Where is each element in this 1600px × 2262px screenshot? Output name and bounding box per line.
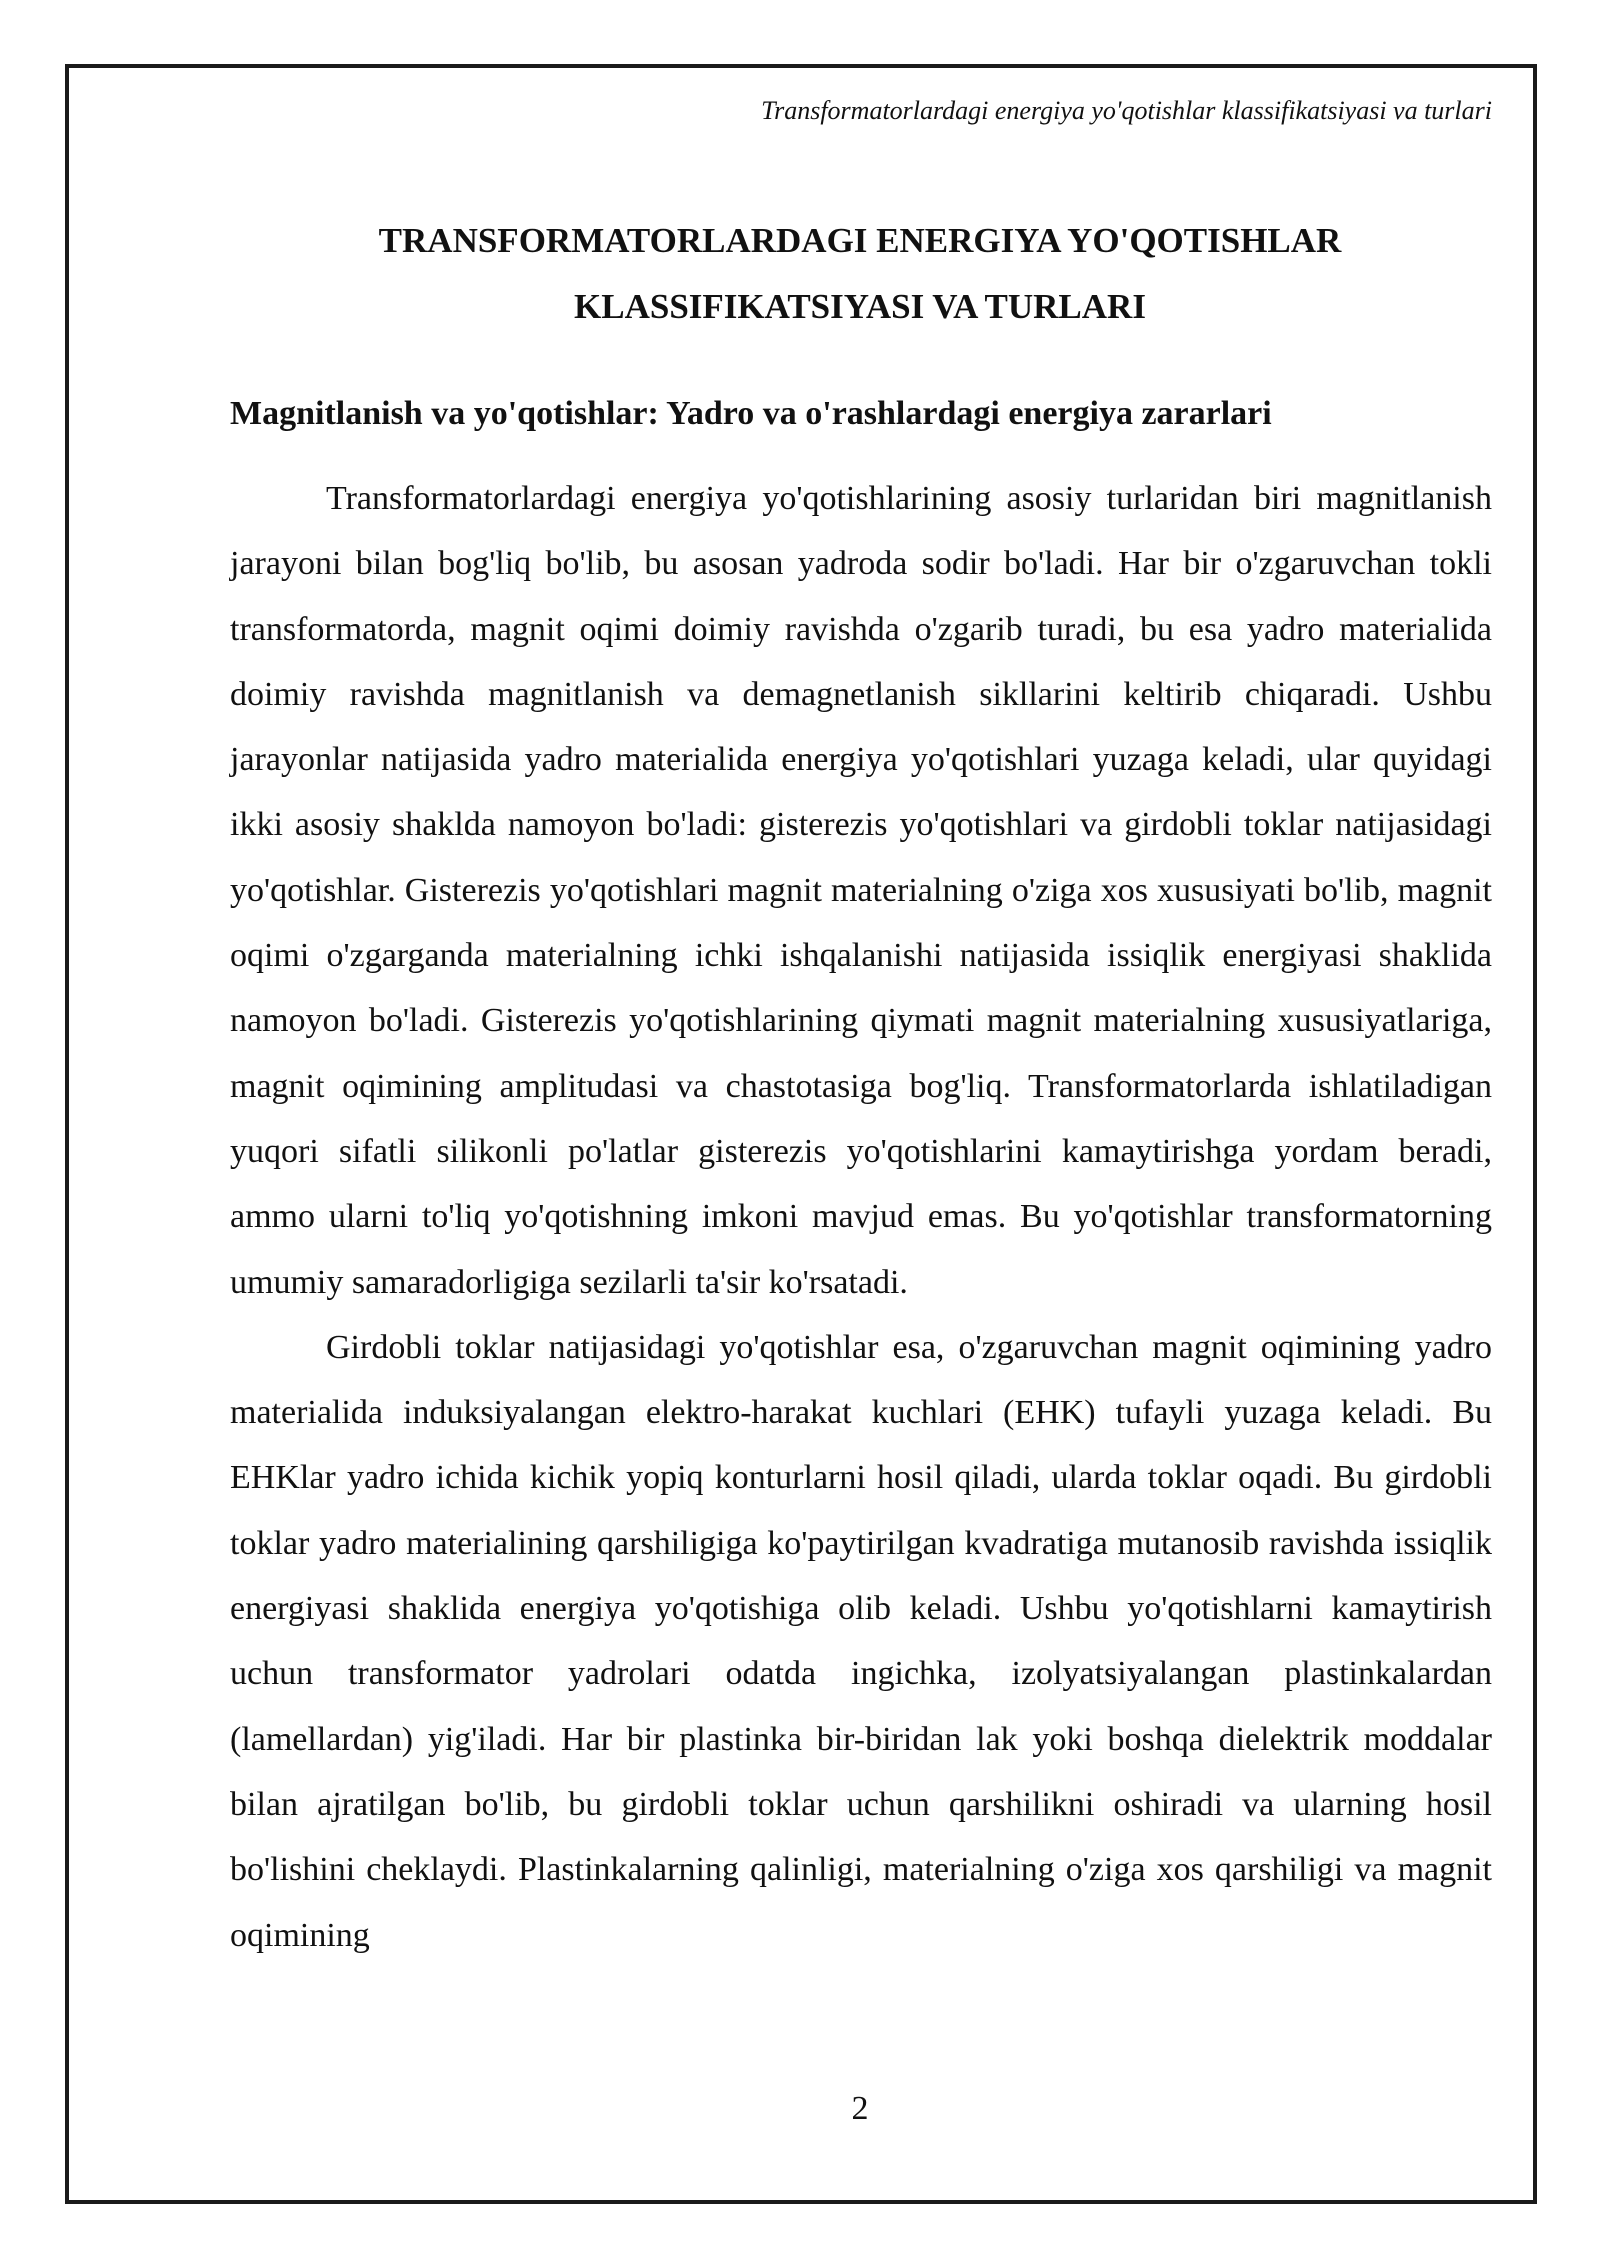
- document-body: [230, 466, 1492, 1968]
- section-heading: Magnitlanish va yo'qotishlar: Yadro va o'rashlardagi energiya zararlari: [230, 395, 1272, 432]
- running-header: Transformatorlardagi energiya yo'qotishlar klassifikatsiyasi va turlari: [761, 96, 1492, 125]
- paragraph-2: Girdobli toklar natijasidagi yo'qotishlar esa, o'zgaruvchan magnit oqimining yadro materialida induksiyalangan elektro-harakat kuchlari (EHK) tufayli yuzaga keladi. Bu EHKlar yadro ichida kichik yopiq konturlarni hosil qiladi, ularda toklar oqadi. Bu girdobli toklar yadro materialining qarshiligiga ko'paytirilgan kvadratiga mutanosib ravishda issiqlik energiyasi shaklida energiya yo'qotishiga olib keladi. Ushbu yo'qotishlarni kamaytirish uchun transformator yadrolari odatda ingichka, izolyatsiyalangan plastinkalardan (lamellardan) yig'iladi. Har bir plastinka bir-biridan lak yoki boshqa dielektrik moddalar bilan ajratilgan bo'lib, bu girdobli toklar uchun qarshilikni oshiradi va ularning hosil bo'lishini cheklaydi. Plastinkalarning qalinligi, materialning o'ziga xos qarshiligi va magnit oqimining: [230, 1328, 1492, 1954]
- paragraph-1: Transformatorlardagi energiya yo'qotishlarining asosiy turlaridan biri magnitlanish jarayoni bilan bog'liq bo'lib, bu asosan yadroda sodir bo'ladi. Har bir o'zgaruvchan tokli transformatorda, magnit oqimi doimiy ravishda o'zgarib turadi, bu esa yadro materialida doimiy ravishda magnitlanish va demagnetlanish sikllarini keltirib chiqaradi. Ushbu jarayonlar natijasida yadro materialida energiya yo'qotishlari yuzaga keladi, ular quyidagi ikki asosiy shaklda namoyon bo'ladi: gisterezis yo'qotishlari va girdobli toklar natijasidagi yo'qotishlar. Gisterezis yo'qotishlari magnit materialning o'ziga xos xususiyati bo'lib, magnit oqimi o'zgarganda materialning ichki ishqalanishi natijasida issiqlik energiyasi shaklida namoyon bo'ladi. Gisterezis yo'qotishlarining qiymati magnit materialning xususiyatlariga, magnit oqimining amplitudasi va chastotasiga bog'liq. Transformatorlarda ishlatiladigan yuqori sifatli silikonli po'latlar gisterezis yo'qotishlarini kamaytirishga yordam beradi, ammo ularni to'liq yo'qotishning imkoni mavjud emas. Bu yo'qotishlar transformatorning umumiy samaradorligiga sezilarli ta'sir ko'rsatadi.: [230, 480, 1492, 1301]
- document-title: [230, 208, 1490, 340]
- title-line-1: TRANSFORMATORLARDAGI ENERGIYA YO'QOTISHLAR: [378, 221, 1342, 260]
- title-line-2: KLASSIFIKATSIYASI VA TURLARI: [574, 287, 1146, 326]
- page-number: 2: [851, 2090, 869, 2127]
